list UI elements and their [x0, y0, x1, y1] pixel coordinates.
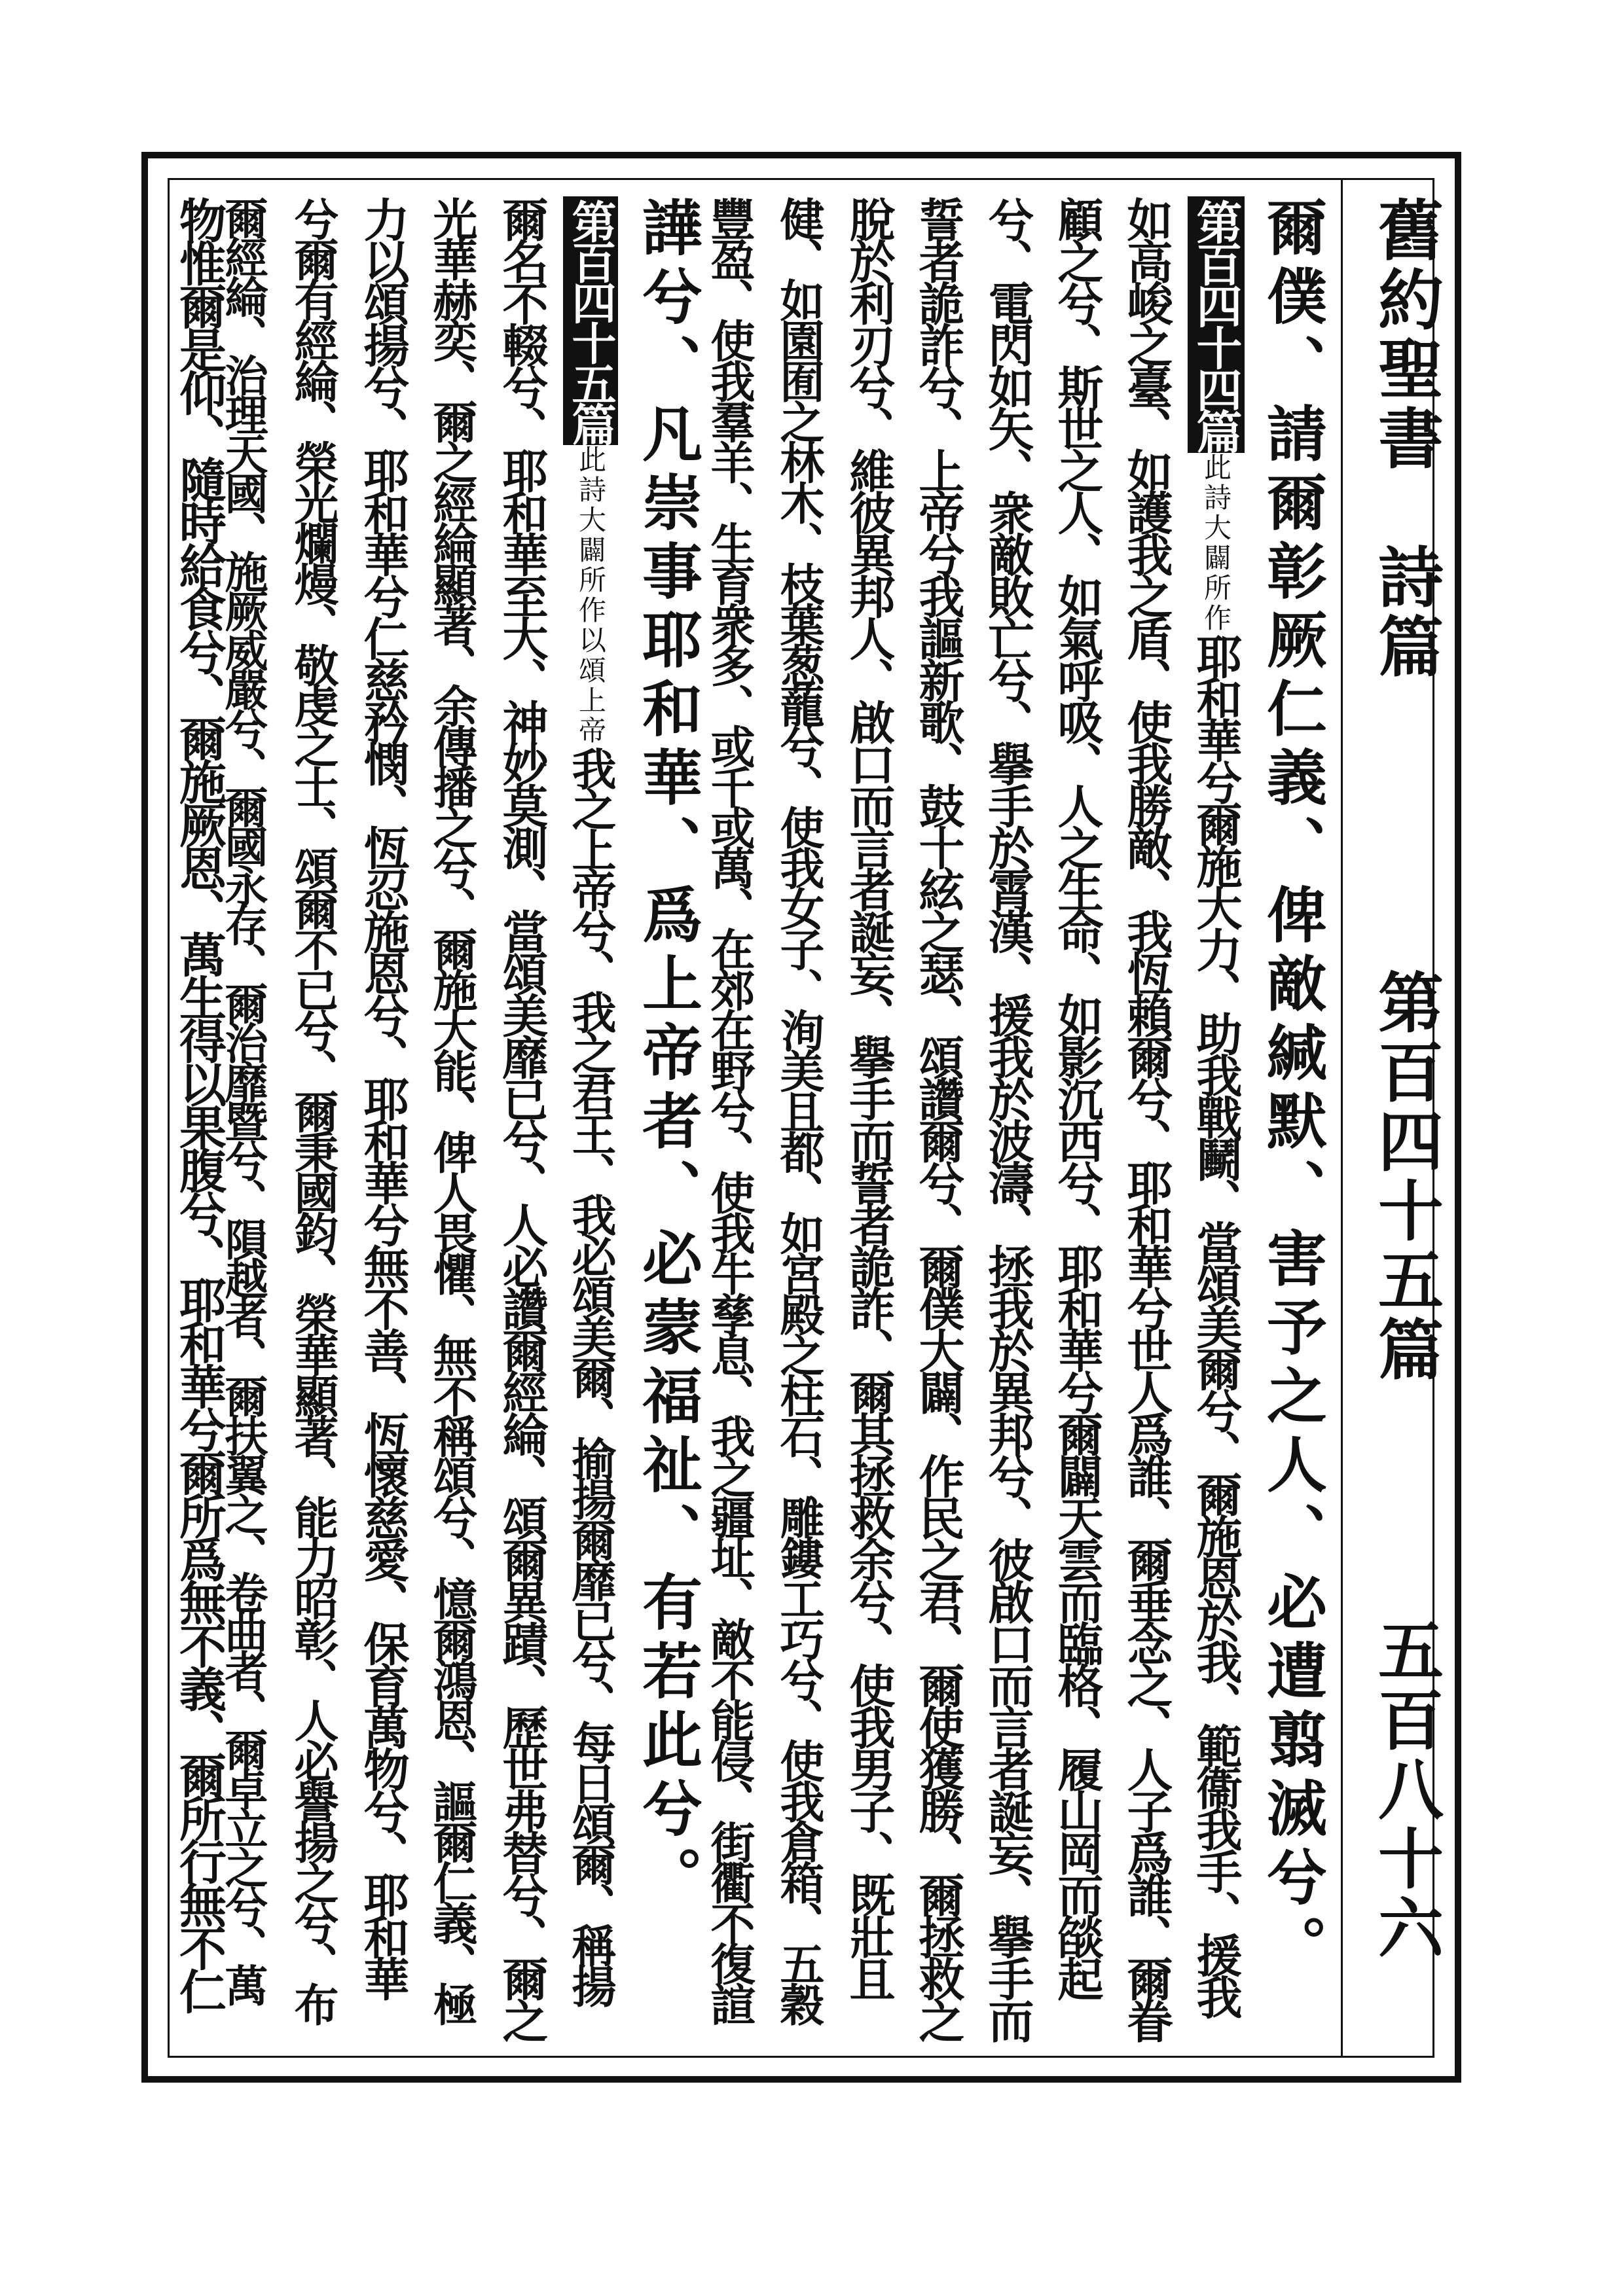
text-column-5	[981, 196, 1035, 2039]
text-column-15	[287, 196, 339, 2022]
verse-text: 兮、電閃如矢、衆敵敗亡兮、擧手於霄漢、援我於波濤、拯我於異邦兮、彼啟口而言者誕妄、擧手而	[981, 196, 1035, 2039]
text-column-13	[426, 196, 478, 2022]
text-column-7	[842, 196, 896, 1998]
verse-text: 爾名不輟兮、耶和華至大、神妙莫測、當頌美靡已兮、人必讚爾經綸、頌爾異蹟、歷世弗替兮、爾之	[495, 196, 549, 2039]
text-column-6	[911, 196, 966, 2039]
text-column-10	[632, 196, 703, 1914]
verse-text: 耶和華兮爾施大力、助我戰鬭、當頌美爾兮、爾施恩於我、範衞我手、援我	[1189, 634, 1243, 2016]
text-column-11	[564, 196, 617, 2004]
verse-text: 力以頌揚兮、耶和華兮仁慈矜憫、恆忍施恩兮、耶和華兮無不善、恆懷慈愛、保育萬物兮、耶和華	[356, 196, 410, 1998]
text-column-1	[1257, 196, 1328, 1983]
chapter-note: 此詩大闢所作	[1200, 453, 1232, 634]
verse-text: 誓者詭詐兮、上帝兮我謳新歌、鼓十絃之瑟、頌讚爾兮、爾僕大闢、作民之君、爾使獲勝、爾拯救之	[911, 196, 966, 2039]
verse-text: 豐盈、使我羣羊、生育衆多、或千或萬、在郊在野兮、使我牛孳息、我之疆址、敵不能侵、街衢不復諠	[703, 196, 756, 2022]
text-column-2	[1189, 196, 1243, 2016]
verse-text: 譁兮、凡崇事耶和華、爲上帝者、必蒙福祉、有若此兮。	[632, 196, 703, 1914]
verse-text: 爾僕、請爾彰厥仁義、俾敵緘默、害予之人、必遭翦滅兮。	[1257, 196, 1328, 1983]
verse-text: 顧之兮、斯世之人、如氣呼吸、人之生命、如影沉西兮、耶和華兮爾闢天雲而臨格、履山岡而燄起	[1050, 196, 1104, 1998]
verse-text: 健、如園囿之林木、枝葉葱蘢兮、使我女子、洵美且都、如宮殿之柱石、雕鏤工巧兮、使我倉箱、五穀	[773, 196, 825, 2022]
verse-text: 物惟爾是仰、隨時給食兮、爾施厥恩、萬生得以果腹兮、耶和華兮爾所爲無不義、爾所行無不仁	[172, 196, 227, 2011]
text-column-8	[773, 196, 825, 2022]
text-column-4	[1050, 196, 1104, 1998]
text-column-16	[217, 196, 268, 2003]
text-column-17	[172, 196, 227, 2011]
verse-text: 光華赫奕、爾之經綸顯著、余傳播之兮、爾施大能、俾人畏懼、無不稱頌兮、憶爾鴻恩、謳爾仁義、極	[426, 196, 478, 2022]
text-column-3	[1120, 196, 1174, 2039]
page-number: 五百八十六	[1367, 1617, 1444, 1964]
running-chapter: 第百四十五篇	[1367, 969, 1444, 1385]
text-column-12	[495, 196, 549, 2039]
verse-text: 爾經綸、治理天國、施厥威嚴兮、爾國永存、爾治靡暨兮、隕越者、爾扶翼之、卷曲者、爾卓立之兮、萬	[217, 196, 268, 2003]
verse-text: 我之上帝兮、我之君王、我必頌美爾、揄揚爾靡已兮、每日頌爾、稱揚	[564, 746, 617, 2004]
chapter-heading: 第百四十五篇	[563, 196, 618, 445]
chapter-heading: 第百四十四篇	[1188, 196, 1245, 453]
header-divider	[1341, 178, 1343, 2058]
verse-text: 脫於利刃兮、維彼異邦人、啟口而言者誕妄、擧手而誓者詭詐、爾其拯救余兮、使我男子、既壯且	[842, 196, 896, 1998]
verse-text: 如高峻之臺、如護我之盾、使我勝敵、我恆賴爾兮、耶和華兮世人爲誰、爾垂念之、人子爲誰、爾眷	[1120, 196, 1174, 2039]
book-title: 舊約聖書	[1367, 196, 1444, 474]
verse-text: 兮爾有經綸、榮光爛熳、敬虔之士、頌爾不已兮、爾秉國鈞、榮華顯著、能力昭彰、人必譽揚之兮、布	[287, 196, 339, 2022]
text-column-9	[703, 196, 756, 2022]
chapter-note: 此詩大闢所作以頌上帝	[575, 445, 607, 746]
text-column-14	[356, 196, 410, 1998]
section-title: 詩篇	[1367, 543, 1444, 682]
